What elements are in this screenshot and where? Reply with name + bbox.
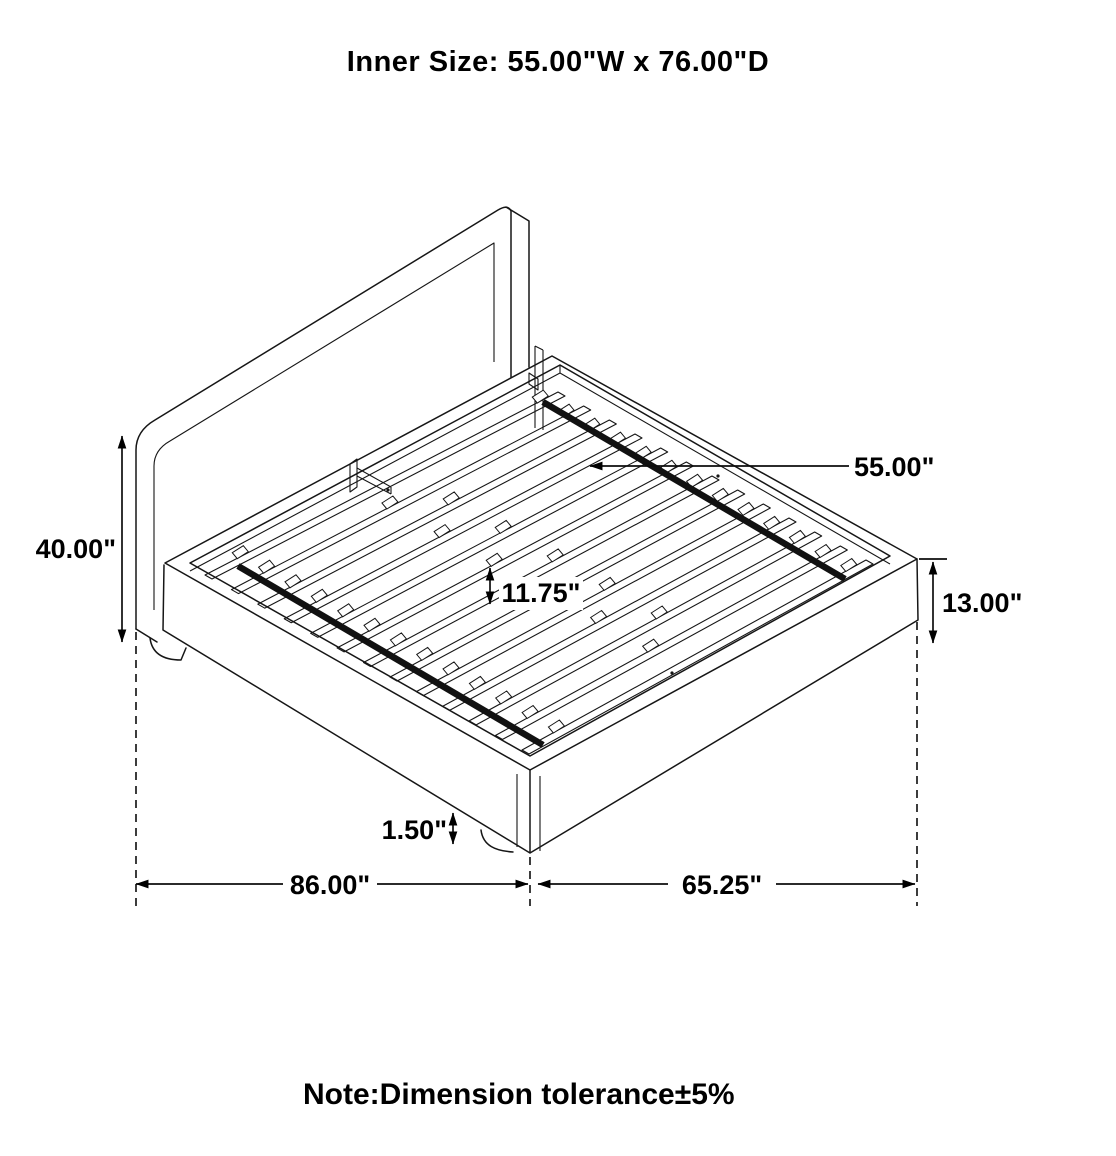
- dimension-label-slat-length: 55.00": [854, 452, 935, 482]
- dimension-floor-clearance: [382, 813, 453, 845]
- screw-hole-dot: [716, 474, 719, 477]
- dimension-label-overall-width: 65.25": [681, 870, 763, 900]
- tolerance-note: Note:Dimension tolerance±5%: [303, 1078, 735, 1111]
- dimension-slat-spacing: [490, 568, 583, 610]
- slat-deck: [205, 390, 873, 754]
- drawing-title: Inner Size: 55.00"W x 76.00"D: [346, 46, 770, 78]
- dimension-overall-width: [538, 870, 915, 900]
- dimension-label-floor-clearance: 1.50": [381, 815, 447, 845]
- headboard: [136, 207, 543, 660]
- dimension-frame-height: [919, 559, 1022, 643]
- frame-top-inner-edges: [190, 365, 890, 756]
- dimension-label-overall-length: 86.00": [289, 870, 371, 900]
- slat-clips: [232, 390, 857, 733]
- dimension-label-headboard-height: 40.00": [35, 534, 116, 564]
- headboard-bottom-edge: [136, 629, 157, 642]
- frame-corner-seams: [517, 774, 540, 851]
- center-support-rail-right: [543, 402, 845, 579]
- dimension-label-slat-spacing: 11.75": [501, 578, 581, 608]
- headboard-outline: [136, 207, 511, 629]
- dimension-label-frame-height: 13.00": [942, 588, 1023, 618]
- headboard-thickness-edge: [506, 207, 529, 367]
- dimension-overall-length: [136, 870, 528, 900]
- slats: [205, 392, 873, 754]
- dimension-headboard-height: [36, 436, 122, 642]
- frame-top-outer-edges: [165, 356, 917, 770]
